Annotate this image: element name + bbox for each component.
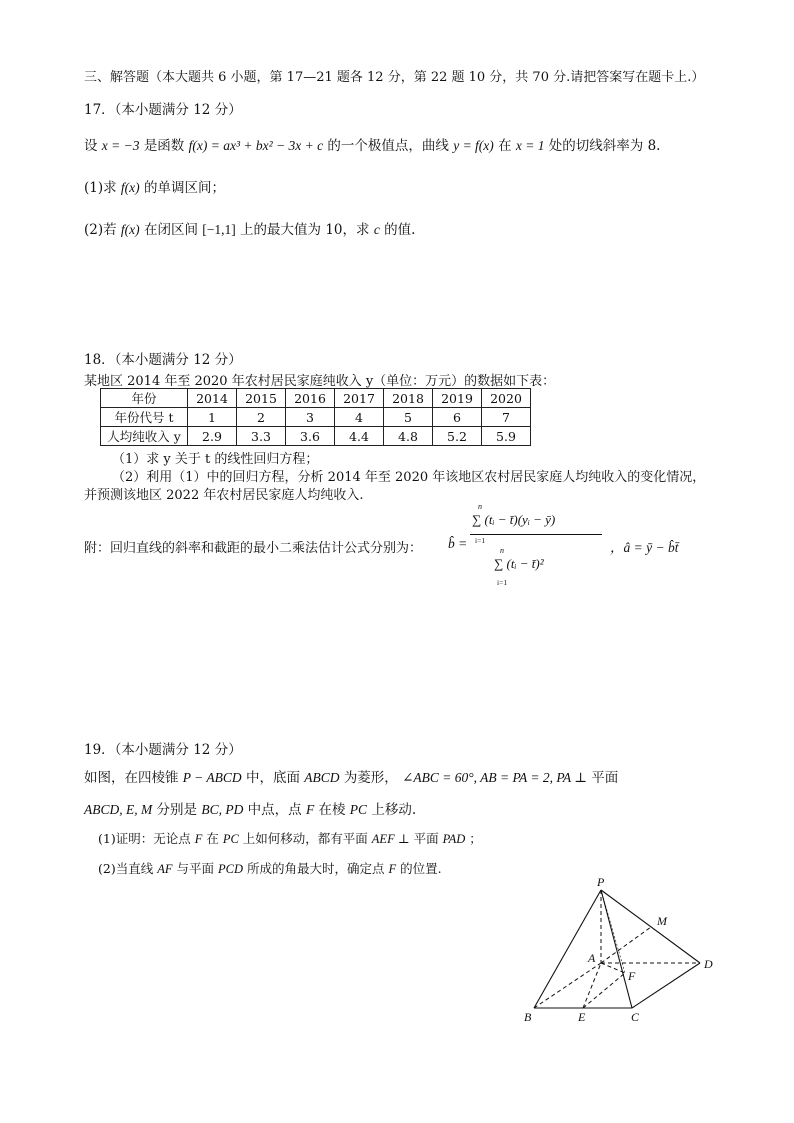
section-heading: 三、解答题（本大题共 6 小题，第 17—21 题各 12 分，第 22 题 10 分，共 70 分.请把答案写在题卡上.） [84, 70, 705, 85]
q18-formula-bhat: b̂ = [448, 536, 468, 551]
segment-AE [583, 963, 601, 1008]
q17-p1-end: 的单调区间； [143, 180, 225, 196]
q17-p2-interval: [−1,1] [202, 222, 236, 237]
table-cell: 7 [482, 408, 531, 427]
table-cell: 1 [188, 408, 237, 427]
table-cell: 2017 [335, 389, 384, 408]
q17-stem-func: f(x) = ax³ + bx² − 3x + c [188, 138, 324, 153]
table-row [101, 427, 531, 446]
q19-line1-abcd: ABCD [304, 770, 340, 785]
q17-part2 [84, 218, 415, 238]
table-row-header: 年份 [101, 389, 188, 408]
q17-stem-mid: 是函数 [143, 138, 185, 154]
label-B: B [524, 1010, 532, 1024]
q18-formula-numerator: ∑ (tᵢ − t̄)(yᵢ − ȳ) [472, 512, 556, 527]
table-cell: 5.9 [482, 427, 531, 446]
q18-data-table [100, 388, 531, 446]
q19-p2-f: F [388, 862, 397, 876]
pyramid-figure [500, 870, 740, 1030]
q19-line2 [84, 798, 416, 818]
q18-formula-denominator: ∑ (tᵢ − t̄)² [494, 556, 544, 571]
q19-line1 [84, 766, 618, 786]
q17-stem-mid2: 的一个极值点，曲线 [327, 138, 449, 154]
q19-line2-mid3: 在棱 [318, 802, 346, 818]
label-C: C [631, 1010, 640, 1024]
q17-stem [84, 134, 660, 154]
table-cell: 2.9 [188, 427, 237, 446]
q19-p1-pad: PAD [442, 832, 466, 846]
q19-line2-mid2: 中点，点 [247, 802, 302, 818]
label-A: A [588, 951, 596, 965]
label-D: D [704, 957, 713, 971]
table-cell: 6 [433, 408, 482, 427]
q19-p2-end: 的位置. [400, 861, 442, 876]
q17-p1-prefix: (1)求 [84, 180, 117, 196]
q19-part2 [98, 859, 442, 877]
q17-p2-c: c [373, 222, 380, 237]
q19-p1-end: ； [469, 831, 482, 846]
q18-formula-prefix: 附：回归直线的斜率和截距的最小二乘法估计公式分别为： [84, 541, 423, 556]
q18-numerator-sum-upper: n [478, 502, 482, 511]
q17-p1-fx: f(x) [120, 180, 140, 195]
q19-line1-mid2: 为菱形， [343, 770, 398, 786]
q18-part1: （1）求 y 关于 t 的线性回归方程； [112, 452, 319, 467]
table-cell: 3.6 [286, 427, 335, 446]
q19-line1-pyr: P − ABCD [182, 770, 242, 785]
q17-p2-mid: 在闭区间 [143, 222, 198, 238]
q19-p2-mid2: 所成的角最大时，确定点 [246, 861, 385, 876]
q17-stem-end: 处的切线斜率为 8. [548, 138, 661, 154]
q18-denominator-sum-lower: i=1 [497, 578, 508, 587]
q18-part2-line2: 并预测该地区 2022 年农村居民家庭人均纯收入. [84, 488, 364, 503]
edge-PC [601, 890, 632, 1008]
label-F: F [628, 969, 636, 983]
q19-p1-mid: 在 [206, 831, 219, 846]
q19-p2-mid: 与平面 [176, 861, 214, 876]
q18-numerator-sum-lower: i=1 [475, 536, 486, 545]
table-cell: 4.4 [335, 427, 384, 446]
q19-line2-mid: 分别是 [156, 802, 198, 818]
table-row-header: 人均纯收入 y [101, 427, 188, 446]
table-row [101, 408, 531, 427]
edge-CD [632, 963, 700, 1008]
q19-line1-end: 平面 [591, 770, 619, 786]
segment-AM [601, 927, 651, 963]
table-row [101, 389, 531, 408]
table-cell: 4.8 [384, 427, 433, 446]
table-cell: 4 [335, 408, 384, 427]
q19-p1-aef: AEF ⊥ [371, 832, 410, 846]
q19-line2-pts: ABCD, E, M [84, 802, 153, 817]
q19-p2-prefix: (2)当直线 [98, 861, 154, 876]
q19-line2-seg: BC, PD [201, 802, 244, 817]
table-cell: 2016 [286, 389, 335, 408]
q19-title: 19．（本小题满分 12 分） [84, 742, 242, 758]
edge-PB [534, 890, 601, 1008]
segment-EF [583, 973, 625, 1008]
table-cell: 5.2 [433, 427, 482, 446]
q17-p2-fx: f(x) [120, 222, 140, 237]
label-M: M [657, 914, 667, 928]
q18-part2-line1: （2）利用（1）中的回归方程，分析 2014 年至 2020 年该地区农村居民家庭人均纯收入的变化情况， [112, 470, 706, 485]
table-cell: 2015 [237, 389, 286, 408]
table-cell: 3.3 [237, 427, 286, 446]
q17-p2-prefix: (2)若 [84, 222, 117, 238]
table-cell: 2020 [482, 389, 531, 408]
label-E: E [578, 1010, 586, 1024]
q17-stem-x1: x = 1 [515, 138, 545, 153]
q19-line1-prefix: 如图，在四棱锥 [84, 770, 179, 786]
q19-line2-end: 上移动. [371, 802, 417, 818]
edge-PD [601, 890, 700, 963]
table-cell: 5 [384, 408, 433, 427]
q17-p2-end: 的值. [384, 222, 416, 238]
table-cell: 2018 [384, 389, 433, 408]
q17-stem-x: x = −3 [101, 138, 140, 153]
segment-PF [601, 890, 625, 973]
q17-stem-mid3: 在 [498, 138, 512, 154]
table-cell: 2 [237, 408, 286, 427]
q19-p2-pcd: PCD [217, 862, 243, 876]
q17-stem-prefix: 设 [84, 138, 98, 154]
q19-line1-mid: 中，底面 [245, 770, 300, 786]
fraction-bar [470, 534, 602, 535]
table-cell: 3 [286, 408, 335, 427]
q18-denominator-sum-upper: n [500, 546, 504, 555]
q17-stem-curve: y = f(x) [453, 138, 494, 153]
q19-line2-f: F [305, 802, 315, 817]
q18-intro: 某地区 2014 年至 2020 年农村居民家庭纯收入 y（单位：万元）的数据如下表： [84, 374, 556, 389]
q19-p1-prefix: (1)证明：无论点 [98, 831, 191, 846]
q17-p2-mid2: 上的最大值为 10，求 [240, 222, 370, 238]
q18-title: 18．（本小题满分 12 分） [84, 352, 242, 368]
q19-p2-af: AF [157, 862, 173, 876]
label-P: P [597, 875, 605, 889]
q19-line1-cond: ∠ABC = 60°, AB = PA = 2, PA ⊥ [402, 770, 587, 785]
q17-title: 17．（本小题满分 12 分） [84, 102, 242, 118]
table-row-header: 年份代号 t [101, 408, 188, 427]
q19-p1-mid3: 平面 [413, 831, 439, 846]
q19-p1-pc: PC [222, 832, 239, 846]
q19-p1-mid2: 上如何移动，都有平面 [242, 831, 368, 846]
q19-line2-pc: PC [349, 802, 368, 817]
table-cell: 2019 [433, 389, 482, 408]
q18-formula-ahat: ，â = ȳ − b̂t̄ [610, 540, 679, 555]
q17-part1 [84, 176, 225, 196]
q19-part1 [98, 829, 482, 847]
q19-p1-f: F [194, 832, 203, 846]
table-cell: 2014 [188, 389, 237, 408]
